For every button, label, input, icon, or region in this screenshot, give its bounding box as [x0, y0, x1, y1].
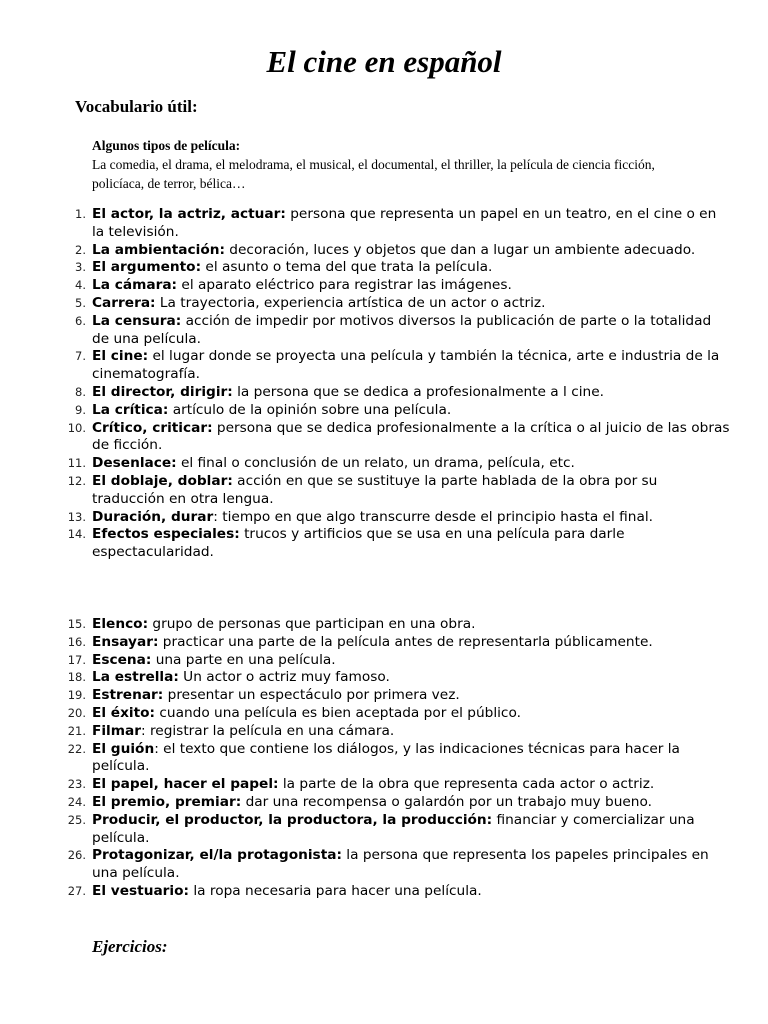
vocabulary-term: Desenlace:: [92, 455, 177, 472]
item-number: 15.: [67, 617, 86, 631]
vocabulary-item: [75, 294, 732, 313]
vocabulary-definition: financiar y comercializar una película.: [92, 811, 695, 846]
item-number: 19.: [67, 688, 86, 703]
vocabulary-term: La ambientación:: [92, 241, 225, 258]
vocabulary-item: [67, 633, 732, 652]
item-number: 18.: [67, 670, 86, 685]
vocabulary-item: [75, 241, 732, 260]
vocabulary-item: [67, 811, 732, 848]
vocabulary-term: Estrenar:: [92, 687, 164, 704]
vocabulary-item: [67, 882, 732, 901]
vocabulary-term: La estrella:: [92, 669, 179, 686]
vocabulary-item: [67, 455, 732, 473]
item-number: 3.: [75, 260, 86, 275]
item-number: 5.: [75, 295, 86, 310]
vocabulary-item: [67, 687, 732, 705]
vocabulary-term: Elenco:: [92, 616, 149, 632]
vocabulary-item: [75, 312, 732, 349]
item-number: 14.: [67, 527, 86, 542]
item-number: 12.: [67, 473, 86, 488]
vocabulary-definition: persona que representa un papel en un teatro, en el cine o en la televisión.: [92, 206, 717, 240]
vocabulary-item: [75, 348, 732, 384]
item-number: 25.: [67, 812, 86, 827]
item-number: 2.: [75, 242, 86, 257]
vocabulary-list-part-2: [67, 616, 732, 901]
vocabulary-definition: acción de impedir por motivos diversos la publicación de parte o la totalidad de una película.: [92, 312, 712, 347]
vocabulary-definition: el final o conclusión de un relato, un drama, película, etc.: [176, 455, 575, 472]
vocabulary-term: Filmar: [92, 722, 141, 739]
item-number: 6.: [75, 313, 86, 328]
item-number: 24.: [67, 794, 86, 809]
vocabulary-list-part-1: [67, 206, 732, 562]
vocabulary-item: [75, 259, 732, 277]
item-number: 26.: [67, 848, 86, 863]
vocabulary-item: [67, 526, 732, 562]
vocabulary-term: El director, dirigir:: [92, 383, 233, 400]
vocabulary-definition: el aparato eléctrico para registrar las imágenes.: [177, 277, 512, 294]
vocabulary-item: [67, 740, 732, 777]
item-number: 17.: [67, 652, 86, 667]
vocabulary-definition: cuando una película es bien aceptada por el público.: [155, 704, 521, 721]
vocabulary-item: [75, 401, 732, 420]
vocabulary-item: [75, 277, 732, 295]
vocabulary-definition: : registrar la película en una cámara.: [140, 722, 395, 739]
vocabulary-definition: la parte de la obra que representa cada actor o actriz.: [278, 776, 655, 793]
page-title: El cine en español: [266, 44, 502, 79]
vocabulary-item: [67, 669, 732, 687]
vocabulary-definition: practicar una parte de la película antes de representarla públicamente.: [158, 633, 653, 650]
vocabulary-term: El premio, premiar:: [92, 793, 242, 810]
vocabulary-term: El éxito:: [92, 704, 156, 721]
vocabulary-term: La cámara:: [92, 277, 178, 294]
vocabulary-term: El guión: [92, 740, 155, 757]
vocabulary-item: [67, 472, 732, 509]
film-types-text: La comedia, el drama, el melodrama, el musical, el documental, el thriller, la película de ciencia ficción, policíaca, de terror, bélica…: [92, 157, 655, 191]
item-number: 13.: [67, 509, 86, 524]
item-number: 16.: [67, 634, 86, 649]
vocabulary-term: El actor, la actriz, actuar:: [92, 206, 286, 222]
item-number: 1.: [75, 207, 86, 221]
vocabulary-term: El papel, hacer el papel:: [92, 776, 279, 793]
vocabulary-definition: : el texto que contiene los diálogos, y las indicaciones técnicas para hacer la película.: [92, 740, 680, 775]
item-number: 27.: [67, 883, 86, 898]
vocabulary-term: Efectos especiales:: [92, 526, 240, 543]
vocabulary-definition: el lugar donde se proyecta una película y también la técnica, arte e industria de la cinematografía.: [92, 348, 720, 383]
item-number: 22.: [67, 741, 86, 756]
vocabulary-heading: Vocabulario útil:: [75, 97, 198, 116]
vocabulary-item: [67, 776, 732, 794]
vocabulary-item: [75, 206, 732, 242]
vocabulary-item: [67, 651, 732, 670]
vocabulary-definition: una parte en una película.: [151, 651, 336, 668]
vocabulary-term: Ensayar:: [92, 633, 159, 650]
vocabulary-definition: la ropa necesaria para hacer una película.: [189, 882, 482, 899]
vocabulary-definition: dar una recompensa o galardón por un trabajo muy bueno.: [241, 793, 652, 810]
item-number: 9.: [75, 402, 86, 417]
film-types-block: [92, 136, 702, 193]
vocabulary-item: [67, 508, 732, 527]
vocabulary-term: Escena:: [92, 651, 152, 668]
vocabulary-term: La crítica:: [92, 401, 169, 418]
vocabulary-definition: trucos y artificios que se usa en una película para darle espectacularidad.: [92, 526, 625, 561]
vocabulary-item: [67, 793, 732, 812]
vocabulary-definition: presentar un espectáculo por primera vez.: [163, 687, 460, 704]
vocabulary-item: [67, 419, 732, 456]
vocabulary-definition: acción en que se sustituye la parte hablada de la obra por su traducción en otra lengua.: [92, 472, 658, 507]
vocabulary-definition: artículo de la opinión sobre una película.: [168, 401, 452, 418]
vocabulary-term: El doblaje, doblar:: [92, 472, 233, 489]
vocabulary-term: El vestuario:: [92, 882, 190, 899]
vocabulary-term: El cine:: [92, 348, 149, 365]
vocabulary-definition: : tiempo en que algo transcurre desde el principio hasta el final.: [213, 508, 653, 525]
vocabulary-item: [67, 616, 732, 634]
vocabulary-definition: persona que se dedica profesionalmente a la crítica o al juicio de las obras de ficción.: [92, 419, 730, 454]
item-number: 7.: [75, 349, 86, 364]
vocabulary-item: [67, 847, 732, 883]
vocabulary-definition: decoración, luces y objetos que dan a lugar un ambiente adecuado.: [224, 241, 696, 258]
vocabulary-term: La censura:: [92, 312, 182, 329]
vocabulary-term: Protagonizar, el/la protagonista:: [92, 847, 342, 864]
item-number: 4.: [75, 278, 86, 293]
vocabulary-definition: la persona que se dedica a profesionalmente a l cine.: [232, 383, 604, 400]
vocabulary-item: [67, 722, 732, 741]
vocabulary-definition: grupo de personas que participan en una obra.: [148, 616, 476, 632]
vocabulary-definition: el asunto o tema del que trata la película.: [201, 259, 493, 276]
vocabulary-definition: La trayectoria, experiencia artística de un actor o actriz.: [155, 294, 546, 311]
item-number: 11.: [67, 456, 86, 471]
vocabulary-term: Producir, el productor, la productora, la producción:: [92, 811, 493, 828]
vocabulary-item: [67, 704, 732, 723]
item-number: 8.: [75, 384, 86, 399]
item-number: 23.: [67, 777, 86, 792]
exercises-heading: Ejercicios:: [92, 937, 168, 956]
vocabulary-definition: Un actor o actriz muy famoso.: [178, 669, 390, 686]
vocabulary-term: Carrera:: [92, 294, 156, 311]
film-types-title: Algunos tipos de película:: [92, 138, 241, 153]
vocabulary-term: Duración, durar: [92, 508, 214, 525]
vocabulary-term: Crítico, criticar:: [92, 419, 213, 436]
vocabulary-item: [75, 383, 732, 402]
vocabulary-term: El argumento:: [92, 259, 202, 276]
vocabulary-definition: la persona que representa los papeles principales en una película.: [92, 847, 709, 882]
item-number: 21.: [67, 723, 86, 738]
item-number: 10.: [67, 420, 86, 435]
item-number: 20.: [67, 705, 86, 720]
